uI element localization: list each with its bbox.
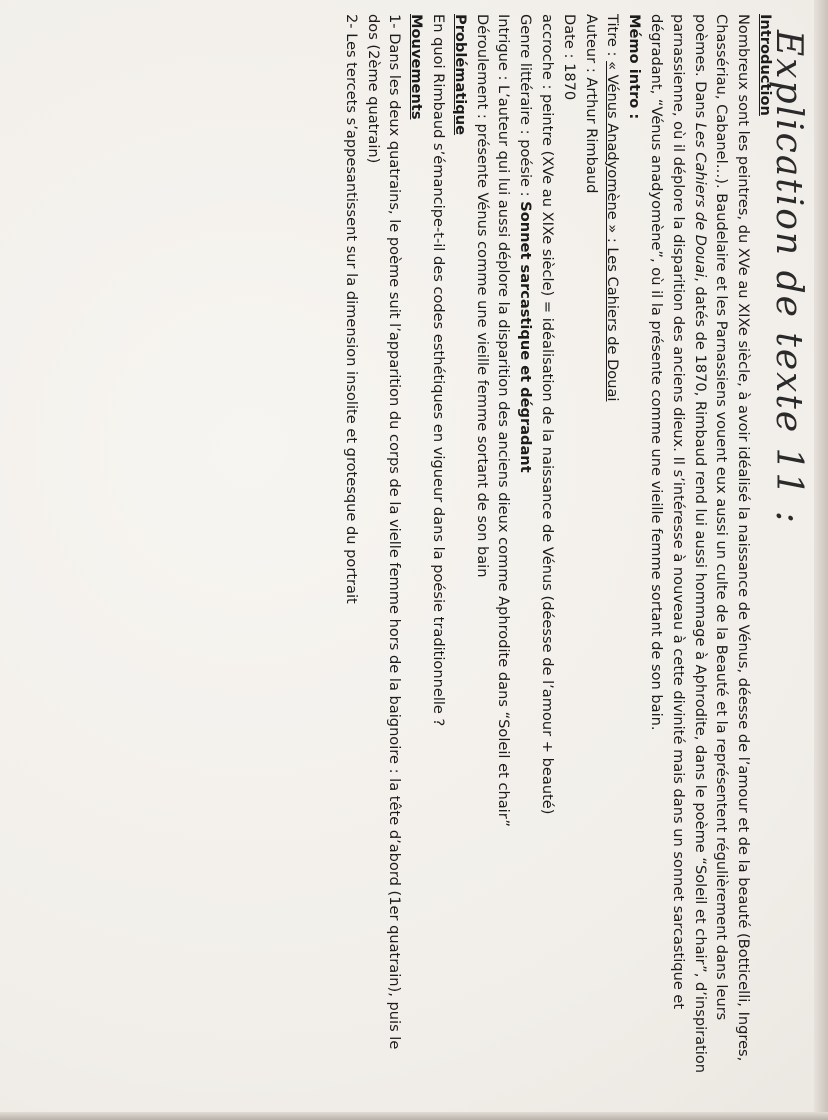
paper-edge-right: [814, 0, 828, 1120]
intro-text-start: Nombreux sont les peintres, du XVe au XIXe siècle, à avoir idéalisé la naissance de Vénus, déesse de l’amour et de la beauté (Botticelli, Ingres, Chassériau, Cabanel…). Baudelaire et les Parnassiens vouent eux aussi un culte de la Beauté et la représentent régulièrement dans leurs poèmes. Dans: [691, 14, 753, 1062]
memo-genre-emphasis: Sonnet sarcastique et dégradant: [517, 201, 535, 473]
problematique-text: En quoi Rimbaud s’émancipe-t-il des codes esthétiques en vigueur dans la poésie traditionnelle ?: [430, 14, 448, 727]
rotated-document: [14, 0, 814, 1100]
memo-genre-value: poésie :: [517, 139, 535, 202]
intro-book-title: Les Cahiers de Douai: [691, 122, 709, 278]
mouvement-item-1: 1- Dans les deux quatrains, le poème suit l’apparition du corps de la vielle femme hors de la baignoire : la tête d’abord (1er quatrain), puis le dos (2ème quatrain): [364, 14, 404, 1050]
introduction-heading: Introduction: [757, 14, 774, 116]
paper-edge-bottom: [0, 1112, 828, 1120]
memo-unfold-label: Déroulement :: [473, 14, 491, 124]
memo-plot-line: [493, 14, 515, 1074]
mouvement-item-2: 2- Les tercets s’appesantissent sur la dimension insolite et grotesque du portrait: [342, 14, 360, 604]
memo-date-line: [558, 14, 580, 1074]
memo-plot-value: L’auteur qui lui aussi déplore la disparition des anciens dieux comme Aphrodite dans “Soleil et chair”: [495, 85, 513, 827]
memo-title-value: « Vénus Anadyomène » : Les Cahiers de Douai: [604, 61, 622, 402]
memo-hook-value: peintre (XVe au XIXe siècle) = idéalisation de la naissance de Vénus (déesse de l’amour + beauté): [539, 94, 557, 815]
handwritten-title: Explication de texte 11 :: [768, 30, 809, 526]
memo-heading: Mémo intro :: [626, 14, 644, 120]
introduction-paragraph: [645, 14, 754, 1074]
memo-date-label: Date :: [560, 14, 578, 64]
document-body: [340, 14, 776, 1074]
memo-author-line: [580, 14, 602, 1074]
memo-author-value: Arthur Rimbaud: [582, 77, 600, 194]
memo-genre-line: [514, 14, 536, 1074]
problematique-heading: Problématique: [451, 14, 469, 136]
memo-author-label: Auteur :: [582, 14, 600, 78]
memo-title-label: Titre :: [604, 14, 622, 62]
memo-unfold-value: présente Vénus comme une vieille femme sortant de son bain: [473, 123, 491, 578]
intro-text-end: , datés de 1870, Rimbaud rend lui aussi hommage à Aphrodite, dans le poème “Soleil et chair”, d’inspiration parnassienne, où il déplore la disparition des anciens dieux. Il s’intéresse à nouveau à cette divinité mais dans un sonnet sarcastique et dégradant, “Vénus anadyomène”, où il la présente comme une vieille femme sortant de son bain.: [648, 14, 709, 1074]
mouvements-heading: Mouvements: [408, 14, 426, 120]
memo-unfold-line: [471, 14, 493, 1074]
memo-plot-label: Intrigue :: [495, 14, 513, 86]
memo-hook-line: [536, 14, 558, 1074]
memo-genre-label: Genre littéraire :: [517, 14, 535, 140]
memo-title-line: [602, 14, 624, 1074]
memo-date-value: 1870: [560, 63, 578, 101]
memo-hook-label: accroche :: [539, 14, 557, 95]
